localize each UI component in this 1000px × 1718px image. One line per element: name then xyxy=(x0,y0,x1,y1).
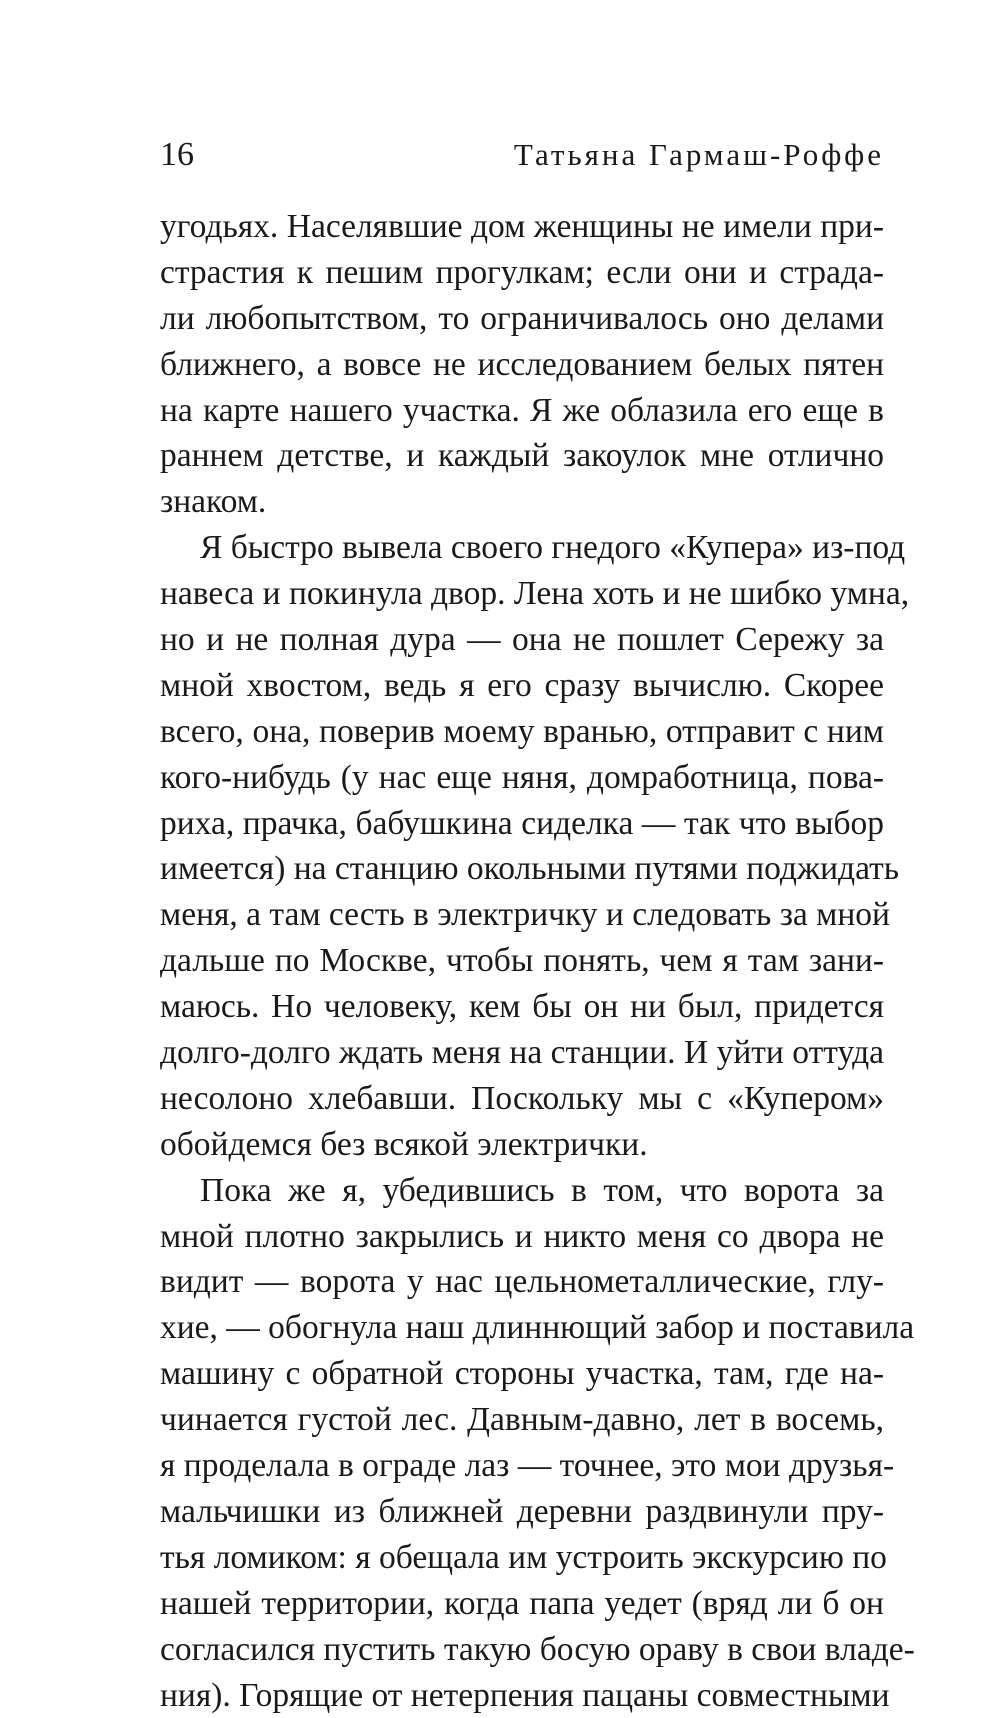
text-line: согласился пустить такую босую ораву в свои владе- xyxy=(160,1627,884,1673)
running-head: Татьяна Гармаш-Роффе xyxy=(514,130,884,180)
text-line: на карте нашего участка. Я же облазила его еще в xyxy=(160,388,884,434)
page-header xyxy=(160,130,884,180)
text-line: кого-нибудь (у нас еще няня, домработница, пова- xyxy=(160,755,884,801)
text-line: маюсь. Но человеку, кем бы он ни был, придется xyxy=(160,984,884,1030)
text-line: мной плотно закрылись и никто меня со двора не xyxy=(160,1214,884,1260)
text-line: навеса и покинула двор. Лена хоть и не шибко умна, xyxy=(160,571,884,617)
text-line: хие, — обогнула наш длиннющий забор и поставила xyxy=(160,1305,884,1351)
text-line: меня, а там сесть в электричку и следовать за мной xyxy=(160,892,884,938)
text-line: риха, прачка, бабушкина сиделка — так что выбор xyxy=(160,801,884,847)
text-line: машину с обратной стороны участка, там, где на- xyxy=(160,1351,884,1397)
text-line: я проделала в ограде лаз — точнее, это мои друзья- xyxy=(160,1443,884,1489)
text-line: ли любопытством, то ограничивалось оно делами xyxy=(160,296,884,342)
text-line: чинается густой лес. Давным-давно, лет в восемь, xyxy=(160,1397,884,1443)
text-line: ближнего, а вовсе не исследованием белых пятен xyxy=(160,342,884,388)
text-line: имеется) на станцию окольными путями поджидать xyxy=(160,846,884,892)
text-line: всего, она, поверив моему вранью, отправит с ним xyxy=(160,709,884,755)
text-line: нашей территории, когда папа уедет (вряд ли б он xyxy=(160,1581,884,1627)
text-line: видит — ворота у нас цельнометаллические, глу- xyxy=(160,1259,884,1305)
text-line: Я быстро вывела своего гнедого «Купера» из-под xyxy=(160,525,884,571)
body-text xyxy=(160,204,884,1718)
text-line: дальше по Москве, чтобы понять, чем я там зани- xyxy=(160,938,884,984)
text-line: страстия к пешим прогулкам; если они и страда- xyxy=(160,250,884,296)
text-line: мной хвостом, ведь я его сразу вычислю. Скорее xyxy=(160,663,884,709)
text-line: Пока же я, убедившись в том, что ворота за xyxy=(160,1168,884,1214)
text-line: обойдемся без всякой электрички. xyxy=(160,1122,884,1168)
text-line: раннем детстве, и каждый закоулок мне отлично xyxy=(160,433,884,479)
text-line: но и не полная дура — она не пошлет Сережу за xyxy=(160,617,884,663)
text-line: ния). Горящие от нетерпения пацаны совместными xyxy=(160,1673,884,1718)
text-line: несолоно хлебавши. Поскольку мы с «Купером» xyxy=(160,1076,884,1122)
text-line: мальчишки из ближней деревни раздвинули пру- xyxy=(160,1489,884,1535)
page-number: 16 xyxy=(160,130,194,180)
text-line: угодьях. Населявшие дом женщины не имели при- xyxy=(160,204,884,250)
text-line: знаком. xyxy=(160,479,884,525)
text-line: тья ломиком: я обещала им устроить экскурсию по xyxy=(160,1535,884,1581)
text-line: долго-долго ждать меня на станции. И уйти оттуда xyxy=(160,1030,884,1076)
